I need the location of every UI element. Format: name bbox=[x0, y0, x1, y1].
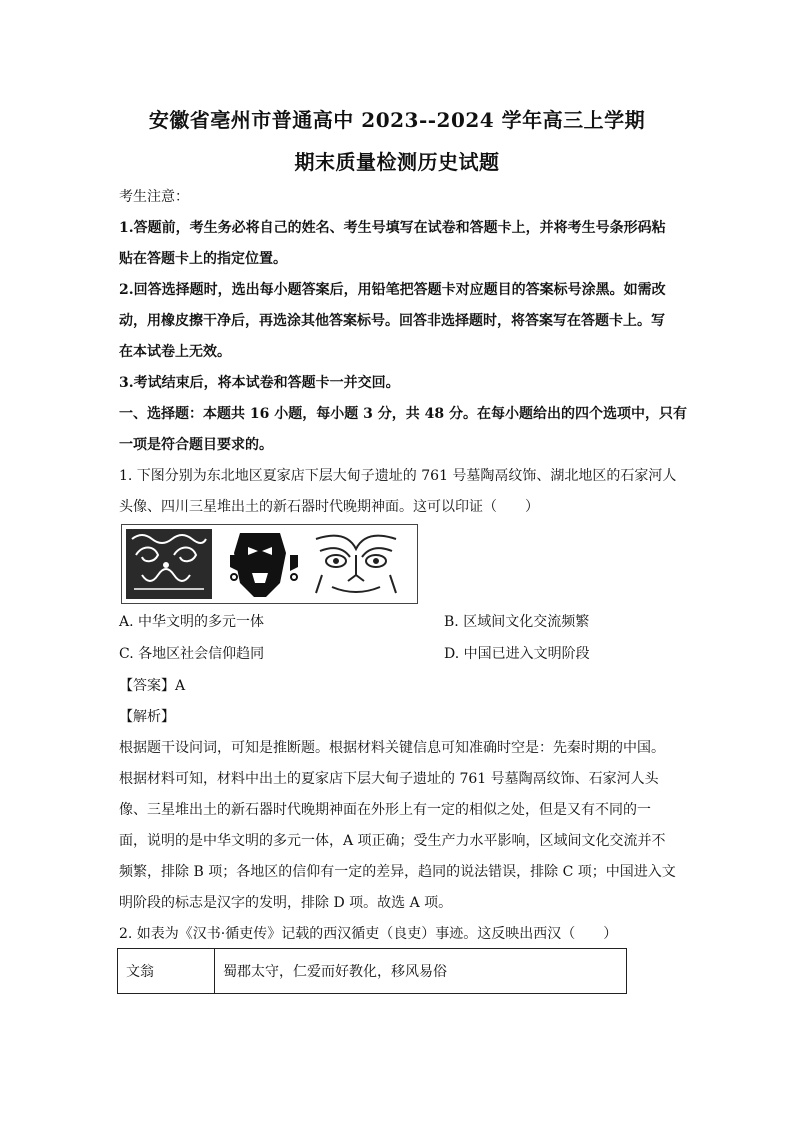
notice-item-2-cont2: 在本试卷上无效。 bbox=[119, 344, 231, 360]
analysis-line: 面，说明的是中华文明的多元一体，A 项正确；受生产力水平影响，区域间文化交流并不 bbox=[119, 833, 666, 849]
notice-heading: 考生注意： bbox=[119, 189, 189, 205]
notice-item-2-cont: 动，用橡皮擦干净后，再选涂其他答案标号。回答非选择题时，将答案写在答题卡上。写 bbox=[119, 313, 665, 329]
notice-item-1: 1.答题前，考生务必将自己的姓名、考生号填写在试卷和答题卡上，并将考生号条形码粘 bbox=[119, 220, 666, 236]
artifact-illustrations bbox=[122, 525, 417, 603]
question-1-stem-cont: 头像、四川三星堆出土的新石器时代晚期神面。这可以印证（ ） bbox=[119, 499, 539, 515]
analysis-line: 明阶段的标志是汉字的发明，排除 D 项。故选 A 项。 bbox=[119, 895, 453, 911]
table-cell-deed: 蜀郡太守，仁爱而好教化，移风易俗 bbox=[215, 949, 627, 994]
table-cell-name: 文翁 bbox=[118, 949, 215, 994]
page-title: 安徽省亳州市普通高中 2023--2024 学年高三上学期 bbox=[148, 108, 646, 132]
option-d: D. 中国已进入文明阶段 bbox=[444, 646, 590, 662]
divine-mask-image bbox=[316, 536, 396, 593]
section-heading-cont: 一项是符合题目要求的。 bbox=[119, 437, 273, 453]
notice-item-2: 2.回答选择题时，选出每小题答案后，用铅笔把答题卡对应题目的答案标号涂黑。如需改 bbox=[119, 282, 666, 298]
option-b: B. 区域间文化交流频繁 bbox=[444, 614, 590, 630]
table-row bbox=[118, 949, 627, 994]
option-a: A. 中华文明的多元一体 bbox=[119, 614, 265, 630]
option-c: C. 各地区社会信仰趋同 bbox=[119, 646, 265, 662]
section-heading: 一、选择题：本题共 16 小题，每小题 3 分，共 48 分。在每小题给出的四个选项中，只有 bbox=[119, 406, 687, 422]
analysis-line: 像、三星堆出土的新石器时代晚期神面在外形上有一定的相似之处，但是又有不同的一 bbox=[119, 802, 651, 818]
question-2-stem: 2. 如表为《汉书·循吏传》记载的西汉循吏（良吏）事迹。这反映出西汉（ ） bbox=[119, 926, 618, 942]
analysis-line: 根据材料可知，材料中出土的夏家店下层大甸子遗址的 761 号墓陶鬲纹饰、石家河人头 bbox=[119, 771, 659, 787]
page-subtitle: 期末质量检测历史试题 bbox=[294, 150, 500, 174]
question-2-table bbox=[117, 948, 627, 994]
notice-item-1-cont: 贴在答题卡上的指定位置。 bbox=[119, 251, 287, 267]
analysis-line: 频繁，排除 B 项；各地区的信仰有一定的差异，趋同的说法错误，排除 C 项；中国进入文 bbox=[119, 864, 676, 880]
analysis-line: 根据题干设问词，可知是推断题。根据材料关键信息可知准确时空是：先秦时期的中国。 bbox=[119, 740, 665, 756]
question-1-figure bbox=[121, 524, 418, 604]
notice-item-3: 3.考试结束后，将本试卷和答题卡一并交回。 bbox=[119, 375, 400, 391]
analysis-label: 【解析】 bbox=[119, 709, 175, 725]
answer-label: 【答案】A bbox=[119, 678, 186, 694]
pottery-pattern-image bbox=[126, 529, 212, 599]
question-1-stem: 1. 下图分别为东北地区夏家店下层大甸子遗址的 761 号墓陶鬲纹饰、湖北地区的石家河人 bbox=[119, 468, 677, 484]
stone-head-image bbox=[226, 527, 302, 601]
